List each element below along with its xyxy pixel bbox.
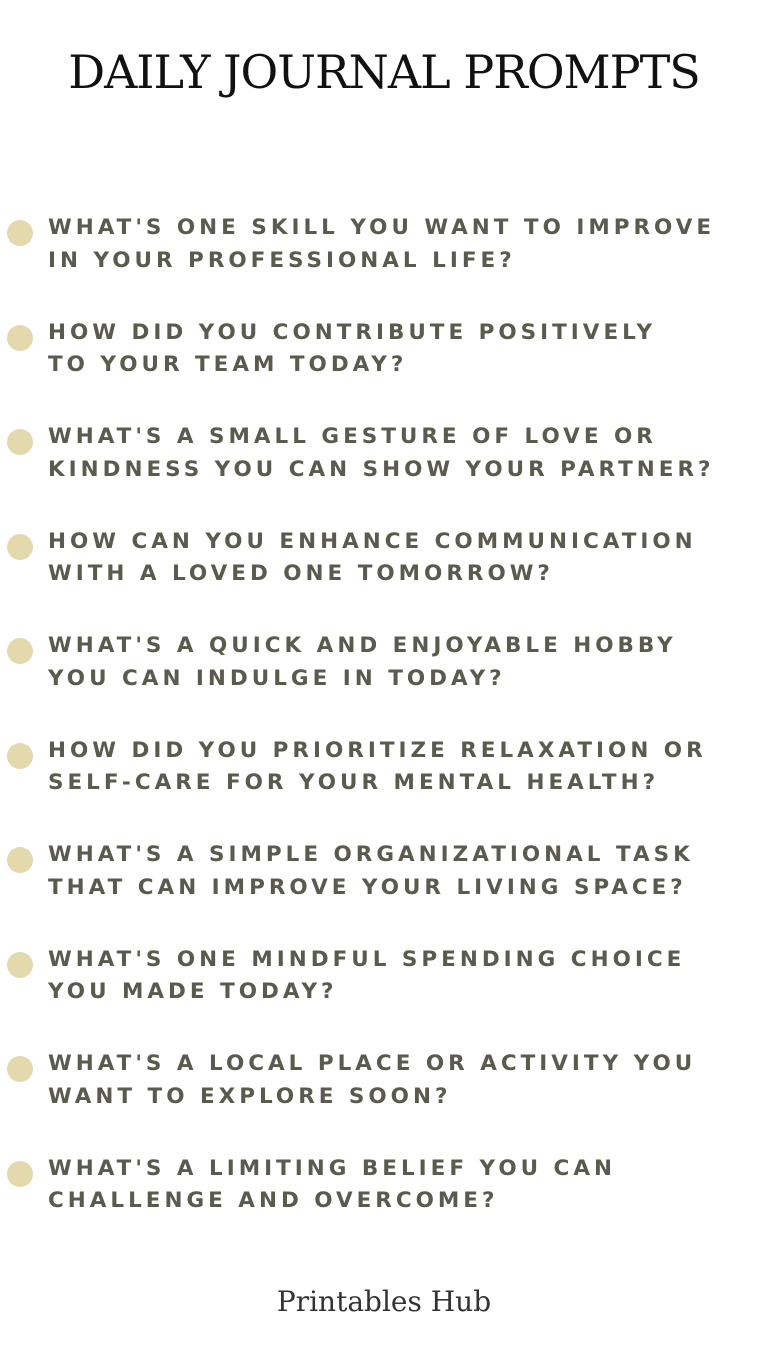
bullet-dot-icon <box>7 847 33 873</box>
prompt-text: WHAT'S A LOCAL PLACE OR ACTIVITY YOU WANT TO EXPLORE SOON? <box>48 1051 697 1109</box>
prompt-list <box>0 212 768 1257</box>
prompt-item <box>0 735 768 840</box>
bullet-dot-icon <box>7 952 33 978</box>
prompt-text: WHAT'S ONE SKILL YOU WANT TO IMPROVE IN YOUR PROFESSIONAL LIFE? <box>48 215 716 273</box>
prompt-item <box>0 944 768 1049</box>
page-title: DAILY JOURNAL PROMPTS <box>68 45 700 99</box>
prompt-text: HOW DID YOU PRIORITIZE RELAXATION OR SELF-CARE FOR YOUR MENTAL HEALTH? <box>48 737 707 795</box>
prompt-item <box>0 1048 768 1153</box>
prompt-text: WHAT'S A SMALL GESTURE OF LOVE OR KINDNESS YOU CAN SHOW YOUR PARTNER? <box>48 424 715 482</box>
prompt-item <box>0 526 768 631</box>
bullet-dot-icon <box>7 1161 33 1187</box>
prompt-item <box>0 630 768 735</box>
prompt-item <box>0 212 768 317</box>
footer-brand: Printables Hub <box>276 1285 492 1318</box>
bullet-dot-icon <box>7 743 33 769</box>
prompt-text: HOW DID YOU CONTRIBUTE POSITIVELY TO YOUR TEAM TODAY? <box>48 319 657 377</box>
bullet-dot-icon <box>7 429 33 455</box>
bullet-dot-icon <box>7 325 33 351</box>
prompt-text: WHAT'S A SIMPLE ORGANIZATIONAL TASK THAT CAN IMPROVE YOUR LIVING SPACE? <box>48 842 694 900</box>
bullet-dot-icon <box>7 534 33 560</box>
prompt-item <box>0 1153 768 1258</box>
bullet-dot-icon <box>7 220 33 246</box>
bullet-dot-icon <box>7 1056 33 1082</box>
prompt-text: WHAT'S A LIMITING BELIEF YOU CAN CHALLENGE AND OVERCOME? <box>48 1155 616 1213</box>
prompt-item <box>0 317 768 422</box>
prompt-item <box>0 421 768 526</box>
prompt-text: HOW CAN YOU ENHANCE COMMUNICATION WITH A LOVED ONE TOMORROW? <box>48 528 697 586</box>
bullet-dot-icon <box>7 638 33 664</box>
prompt-item <box>0 839 768 944</box>
prompt-text: WHAT'S A QUICK AND ENJOYABLE HOBBY YOU CAN INDULGE IN TODAY? <box>48 633 677 691</box>
prompt-text: WHAT'S ONE MINDFUL SPENDING CHOICE YOU MADE TODAY? <box>48 946 686 1004</box>
